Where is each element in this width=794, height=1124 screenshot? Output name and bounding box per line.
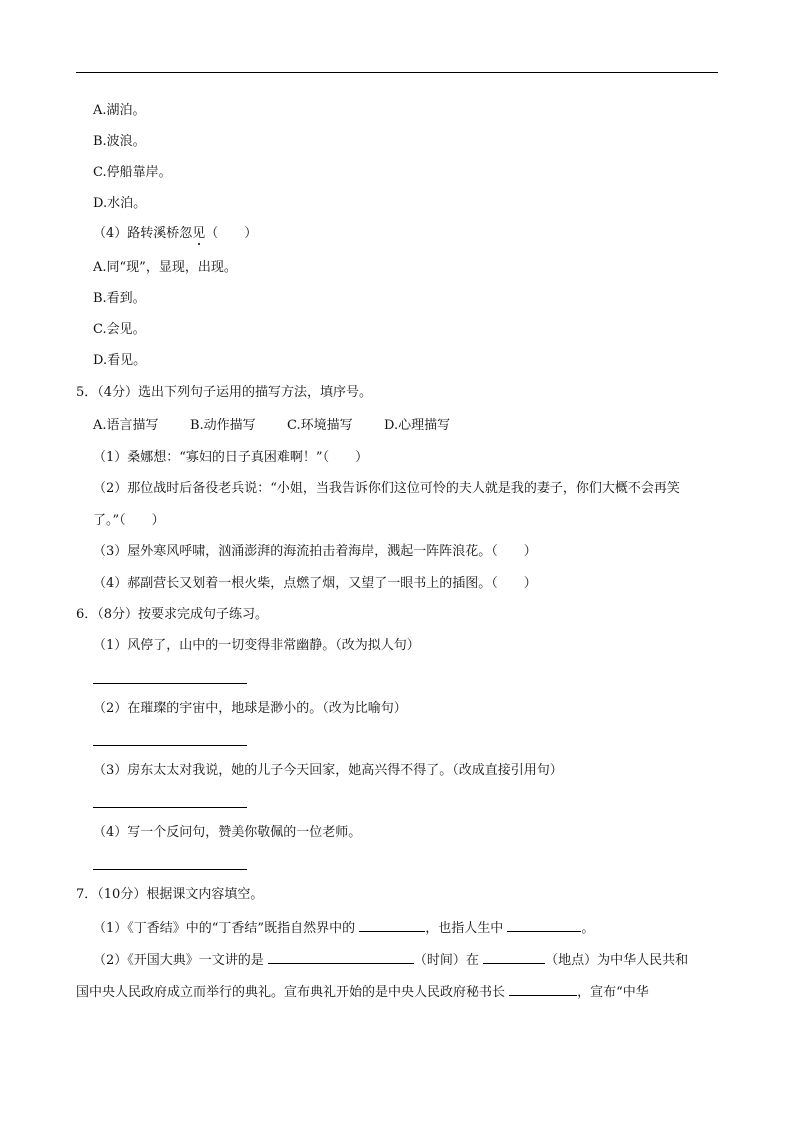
q4-4-option-a: A.同“现”，显现，出现。 xyxy=(93,260,237,275)
q5-option-b: B.动作描写 xyxy=(190,418,256,433)
q6-answer-line-3[interactable] xyxy=(93,807,247,808)
q7-s2-blank-place[interactable] xyxy=(483,949,545,964)
q7-s1-part-c: 。 xyxy=(581,921,595,936)
q5-options xyxy=(93,417,450,435)
q6-sentence-1: （1）风停了，山中的一切变得非常幽静。（改为拟人句） xyxy=(93,638,420,653)
q7-s1-part-a: （1）《丁香结》中的“丁香结”既指自然界中的 xyxy=(93,921,356,936)
q7-s2-part-b: （时间）在 xyxy=(413,953,479,968)
q5-sentence-2b: 了。”（ ） xyxy=(93,513,165,528)
q4-4-stem-dotted-char: 见 xyxy=(192,226,206,241)
q4-4-option-d: D.看见。 xyxy=(93,353,147,368)
q7-sentence-3 xyxy=(76,981,649,1002)
q4-4-stem xyxy=(93,225,257,243)
q6-answer-line-2[interactable] xyxy=(93,745,247,746)
q7-s2-part-a: （2）《开国大典》一文讲的是 xyxy=(93,953,264,968)
q4-3-option-a: A.湖泊。 xyxy=(93,103,146,118)
q4-3-option-c: C.停船靠岸。 xyxy=(93,165,172,180)
q7-stem: 7．（10分）根据课文内容填空。 xyxy=(76,887,264,902)
q5-sentence-1: （1）桑娜想：“寡妇的日子真困难啊！”（ ） xyxy=(93,450,369,465)
q6-sentence-2: （2）在璀璨的宇宙中，地球是渺小的。（改为比喻句） xyxy=(93,701,407,716)
q7-s1-blank-2[interactable] xyxy=(507,917,581,932)
q4-3-option-b: B.波浪。 xyxy=(93,134,146,149)
q5-option-a: A.语言描写 xyxy=(93,418,159,433)
q7-s2-blank-time[interactable] xyxy=(268,949,414,964)
q5-sentence-2a: （2）那位战时后备役老兵说：“小姐，当我告诉你们这位可怜的夫人就是我的妻子，你们大概不会再笑 xyxy=(93,481,680,496)
q6-sentence-4: （4）写一个反问句，赞美你敬佩的一位老师。 xyxy=(93,825,362,840)
q6-answer-line-4[interactable] xyxy=(93,869,247,870)
q7-s3-blank-secretary[interactable] xyxy=(509,981,577,996)
q6-stem: 6．（8分）按要求完成句子练习。 xyxy=(76,607,269,622)
q7-s1-blank-1[interactable] xyxy=(359,917,425,932)
q7-sentence-1 xyxy=(93,917,594,938)
q7-sentence-2 xyxy=(93,949,688,970)
q4-3-option-d: D.水泊。 xyxy=(93,196,147,211)
q7-s3-part-b: ，宣布“中华 xyxy=(577,985,649,1000)
q4-4-option-c: C.会见。 xyxy=(93,322,146,337)
q4-4-stem-post: （ ） xyxy=(205,226,258,241)
q5-sentence-4: （4）郝副营长又划着一根火柴，点燃了烟，又望了一眼书上的插图。（ ） xyxy=(93,576,537,591)
q4-4-option-b: B.看到。 xyxy=(93,291,146,306)
header-rule xyxy=(76,72,718,73)
q4-4-stem-pre: （4）路转溪桥忽 xyxy=(93,226,193,241)
q6-answer-line-1[interactable] xyxy=(93,683,247,684)
q7-s3-part-a: 国中央人民政府成立而举行的典礼。宣布典礼开始的是中央人民政府秘书长 xyxy=(76,985,506,1000)
q5-option-d: D.心理描写 xyxy=(384,418,451,433)
q6-sentence-3: （3）房东太太对我说，她的儿子今天回家，她高兴得不得了。（改成直接引用句） xyxy=(93,763,563,778)
q5-option-c: C.环境描写 xyxy=(287,418,353,433)
q5-sentence-3: （3）屋外寒风呼啸，汹涌澎湃的海流拍击着海岸，溅起一阵阵浪花。（ ） xyxy=(93,544,537,559)
q5-stem: 5．（4分）选出下列句子运用的描写方法，填序号。 xyxy=(76,385,373,400)
q7-s2-part-c: （地点）为中华人民共和 xyxy=(545,953,689,968)
q7-s1-part-b: ，也指人生中 xyxy=(425,921,504,936)
